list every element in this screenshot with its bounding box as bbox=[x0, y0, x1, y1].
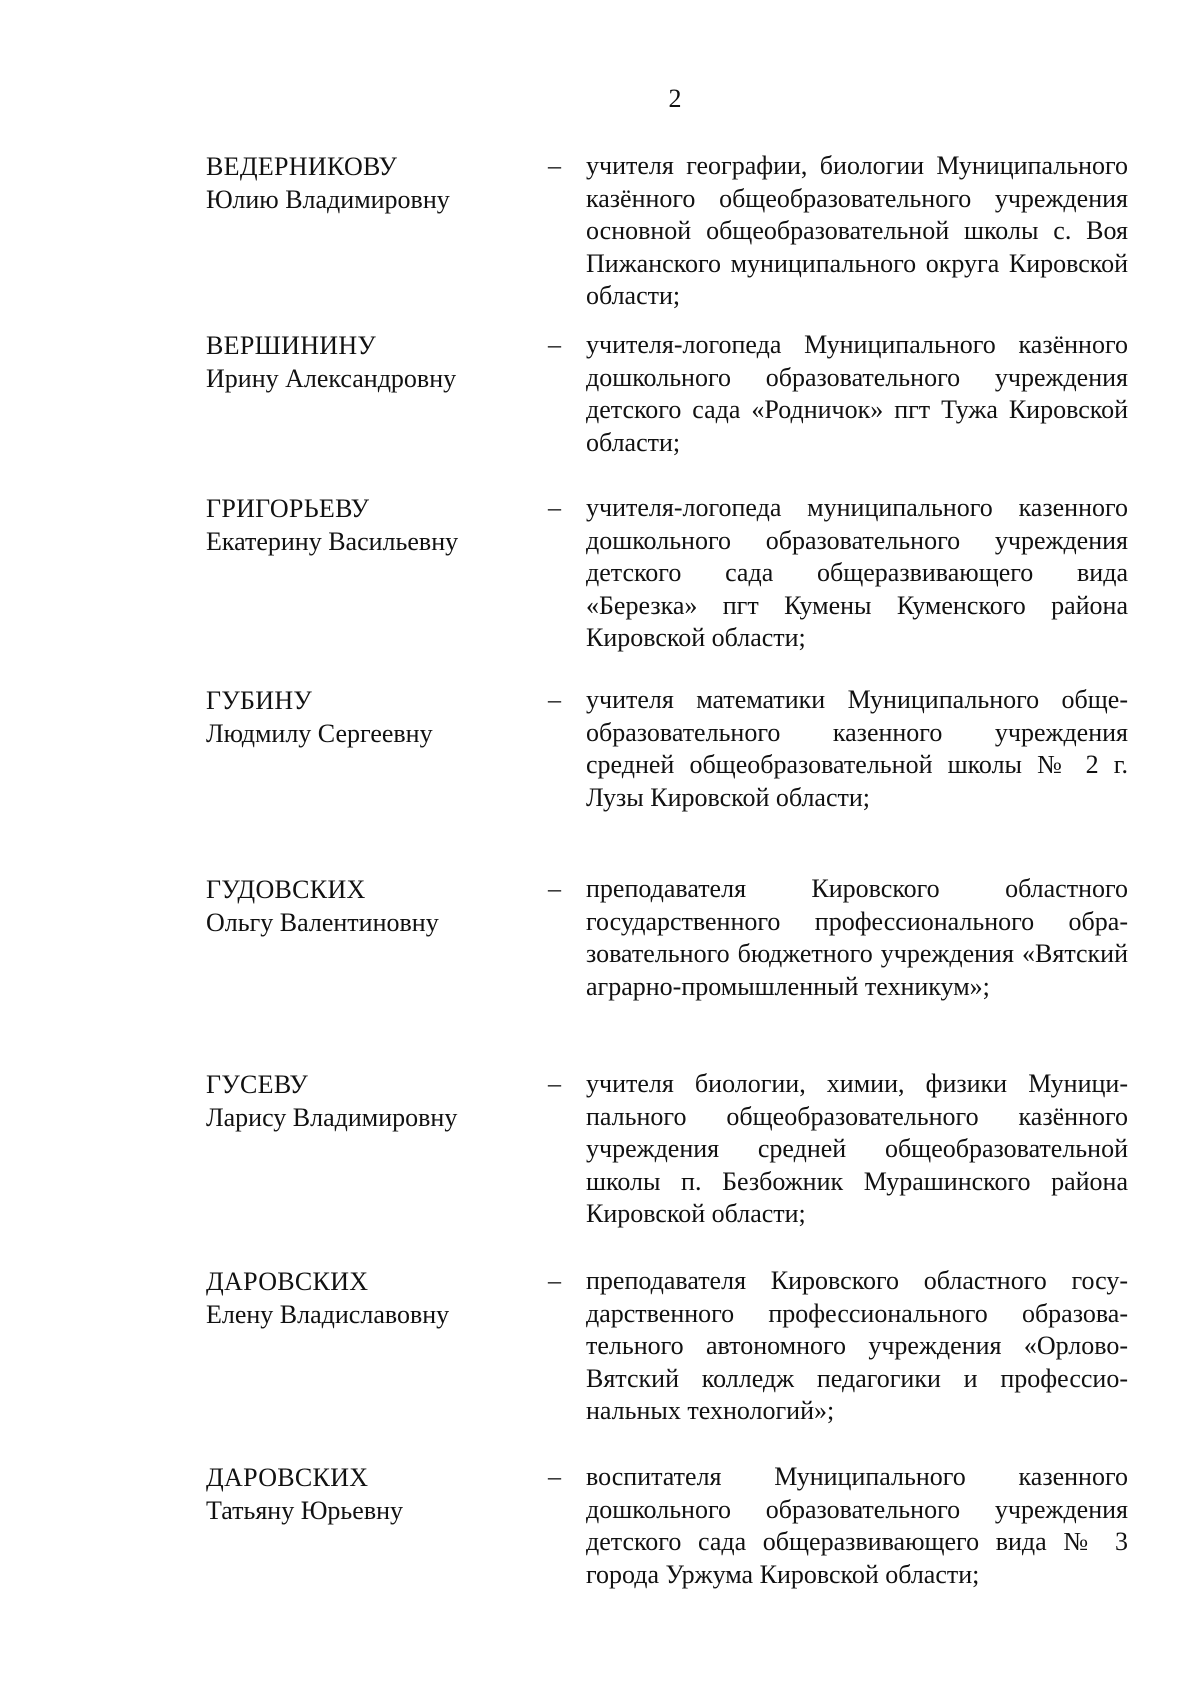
entry-dash: – bbox=[548, 1069, 561, 1098]
person-surname: ВЕРШИНИНУ bbox=[206, 331, 377, 360]
position-description: учителя-логопеда Муниципального казённого дошкольного образовательного учреждения детского сада «Родничок» пгт Тужа Кировской области; bbox=[586, 330, 1128, 457]
entry-dash: – bbox=[548, 330, 561, 359]
person-surname: ГУСЕВУ bbox=[206, 1070, 309, 1099]
entry-dash: – bbox=[548, 151, 561, 180]
person-given-names: Елену Владиславовну bbox=[206, 1300, 450, 1329]
person-surname: ВЕДЕРНИКОВУ bbox=[206, 152, 398, 181]
person-name bbox=[206, 1265, 516, 1331]
person-name bbox=[206, 150, 516, 216]
person-surname: ДАРОВСКИХ bbox=[206, 1267, 369, 1296]
person-surname: ГРИГОРЬЕВУ bbox=[206, 494, 370, 523]
person-name bbox=[206, 492, 516, 558]
position-description: учителя-логопеда муниципального казенного дошкольного образовательного учреждения детского сада общеразвивающего вида «Березка» пгт Кумены Куменского района Кировской области; bbox=[586, 493, 1128, 652]
person-surname: ГУБИНУ bbox=[206, 686, 313, 715]
person-given-names: Ларису Владимировну bbox=[206, 1103, 458, 1132]
page-number: 2 bbox=[668, 84, 682, 113]
position-description: воспитателя Муниципального казенного дошкольного образовательного учреждения детского сада общеразвивающего вида № 3 города Уржума Кировской области; bbox=[586, 1462, 1128, 1589]
position-description: учителя биологии, химии, физики Муниципального общеобразовательного казённого учреждения средней общеобразовательной школы п. Безбожник Мурашинского района Кировской области; bbox=[586, 1069, 1128, 1228]
person-surname: ДАРОВСКИХ bbox=[206, 1463, 369, 1492]
entry-dash: – bbox=[548, 1266, 561, 1295]
person-given-names: Екатерину Васильевну bbox=[206, 527, 459, 556]
position-description: учителя географии, биологии Муниципального казённого общеобразовательного учреждения основной общеобразовательной школы с. Воя Пижанского муниципального округа Кировской области; bbox=[586, 151, 1128, 310]
person-name bbox=[206, 1068, 516, 1134]
person-given-names: Татьяну Юрьевну bbox=[206, 1496, 404, 1525]
person-given-names: Людмилу Сергеевну bbox=[206, 719, 433, 748]
entry-dash: – bbox=[548, 1462, 561, 1491]
entry-dash: – bbox=[548, 685, 561, 714]
person-name bbox=[206, 329, 516, 395]
person-name bbox=[206, 1461, 516, 1527]
entry-dash: – bbox=[548, 874, 561, 903]
entry-dash: – bbox=[548, 493, 561, 522]
position-description: преподавателя Кировского областного государственного профессионального образовательного бюджетного учреждения «Вятский аграрно-промышленный техникум»; bbox=[586, 874, 1128, 1001]
person-given-names: Ирину Александровну bbox=[206, 364, 457, 393]
position-description: преподавателя Кировского областного государственного профессионального образовательного автономного учреждения «Орлово-Вятский колледж педагогики и профессиональных технологий»; bbox=[586, 1266, 1128, 1425]
person-surname: ГУДОВСКИХ bbox=[206, 875, 366, 904]
person-given-names: Ольгу Валентиновну bbox=[206, 908, 439, 937]
person-name bbox=[206, 873, 516, 939]
person-name bbox=[206, 684, 516, 750]
person-given-names: Юлию Владимировну bbox=[206, 185, 450, 214]
position-description: учителя математики Муниципального общеобразовательного казенного учреждения средней общеобразовательной школы № 2 г. Лузы Кировской области; bbox=[586, 685, 1128, 812]
